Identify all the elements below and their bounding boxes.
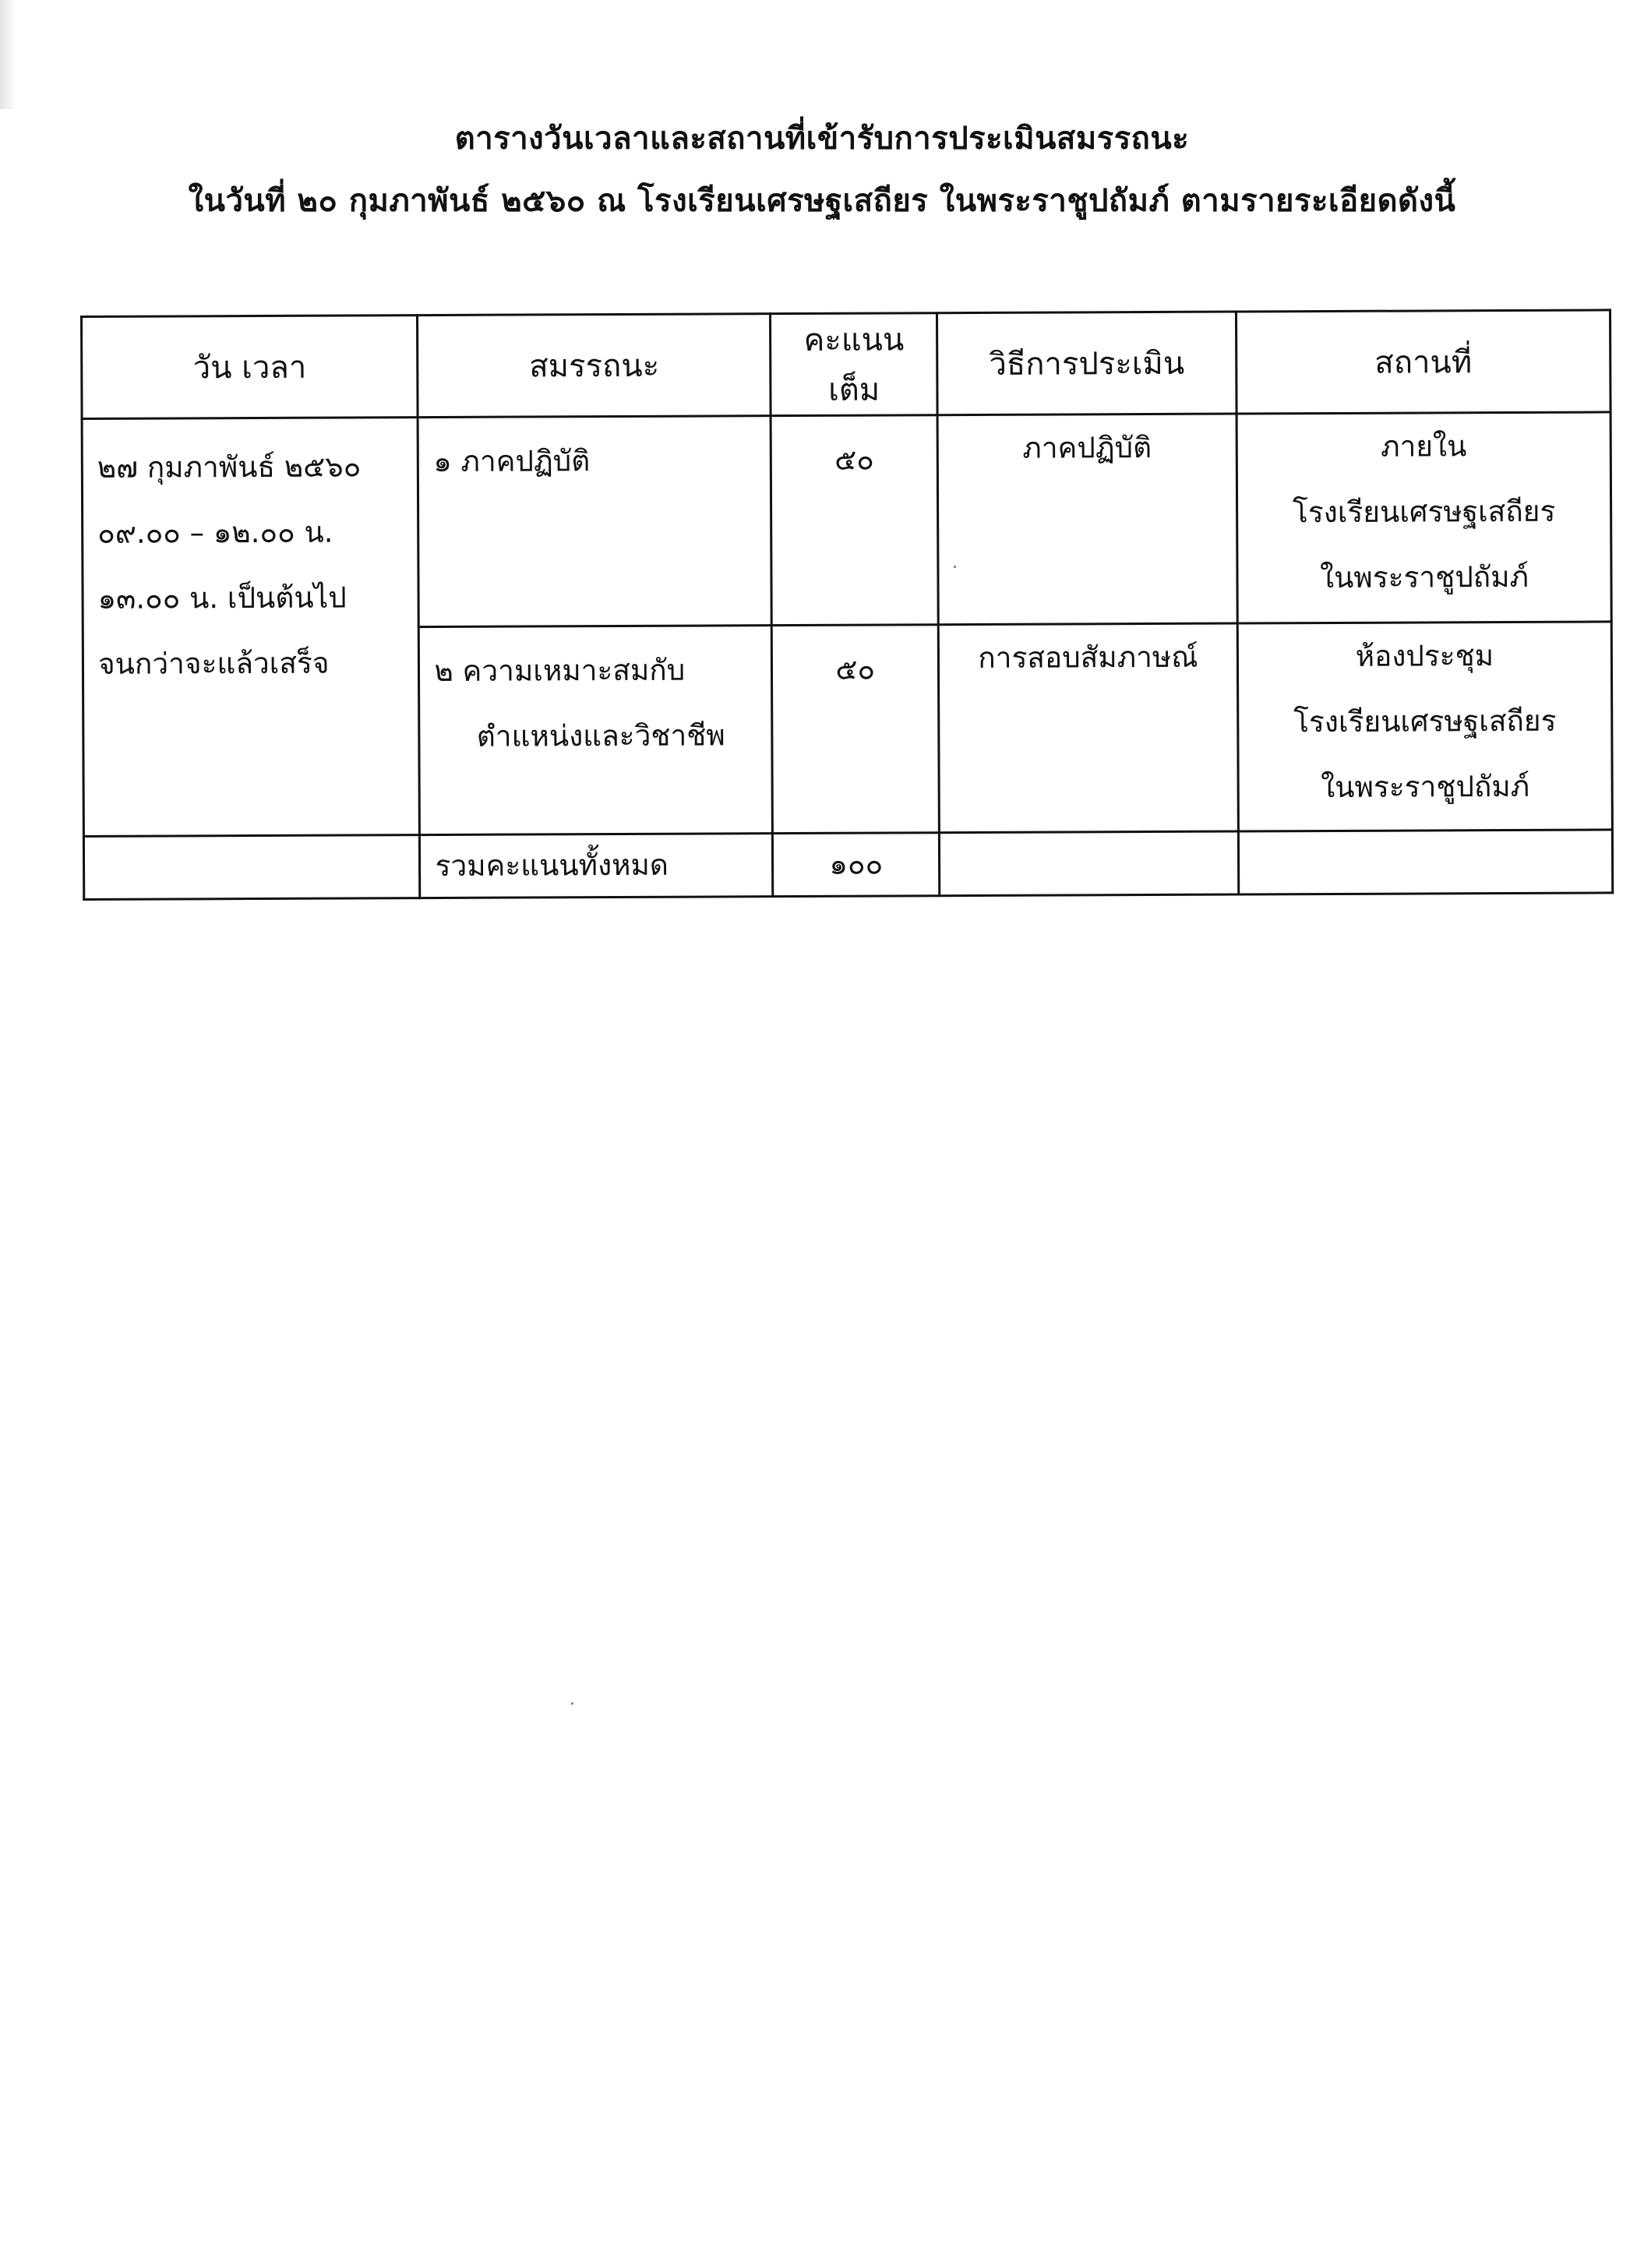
score-cell: ๕๐ [772,625,940,834]
scan-speck [954,566,956,568]
place-line: ห้องประชุม [1355,639,1494,673]
place-line: ในพระราชูปถัมภ์ [1319,559,1529,595]
total-score: ๑๐๐ [773,833,940,897]
competency-cell [418,416,772,627]
place-cell [1237,412,1611,623]
total-row [83,830,1612,900]
place-line: ภายใน [1381,429,1467,464]
total-label: รวมคะแนนทั้งหมด [420,834,773,898]
place-cell [1237,622,1612,831]
table-row [82,412,1611,629]
time-afternoon-line: ๑๓.๐๐ น. เป็นต้นไป [97,580,347,615]
method-cell: การสอบสัมภาษณ์ [938,623,1238,833]
total-empty-cell [1238,830,1612,894]
header-method: วิธีการประเมิน [937,312,1237,415]
header-full-score: คะแนนเต็ม [771,313,937,416]
method-cell: ภาคปฏิบัติ [937,414,1237,625]
place-line: โรงเรียนเศรษฐเสถียร [1292,494,1556,530]
date-line: ๒๗ กุมภาพันธ์ ๒๕๖๐ [97,450,362,485]
place-line: โรงเรียนเศรษฐเสถียร [1293,704,1557,739]
table-header-row [82,310,1611,419]
header-competency: สมรรถนะ [418,314,771,418]
schedule-table [80,309,1614,901]
competency-label: ๑ ภาคปฏิบัติ [433,444,591,479]
document-title: ตารางวันเวลาและสถานที่เข้ารับการประเมินสมรรถนะ [454,121,1190,157]
date-time-cell [82,418,420,837]
header-place: สถานที่ [1236,310,1610,414]
total-empty-cell [939,831,1238,896]
until-finished-line: จนกว่าจะแล้วเสร็จ [97,646,330,681]
competency-label-continued: ตำแหน่งและวิชาชีพ [476,718,725,753]
scan-smudge [0,0,17,109]
total-empty-cell [83,835,420,900]
competency-label: ๒ ความเหมาะสมกับ [434,653,686,689]
scan-speck [571,1702,573,1705]
competency-cell [419,626,773,835]
time-morning-line: ๐๙.๐๐ – ๑๒.๐๐ น. [97,515,333,550]
place-line: ในพระราชูปถัมภ์ [1321,769,1530,805]
score-cell: ๕๐ [771,415,939,626]
document-subtitle: ในวันที่ ๒๐ กุมภาพันธ์ ๒๕๖๐ ณ โรงเรียนเศรษฐเสถียร ในพระราชูปถัมภ์ ตามรายระเอียดดังนี้ [188,183,1456,219]
header-date-time: วัน เวลา [82,316,418,419]
